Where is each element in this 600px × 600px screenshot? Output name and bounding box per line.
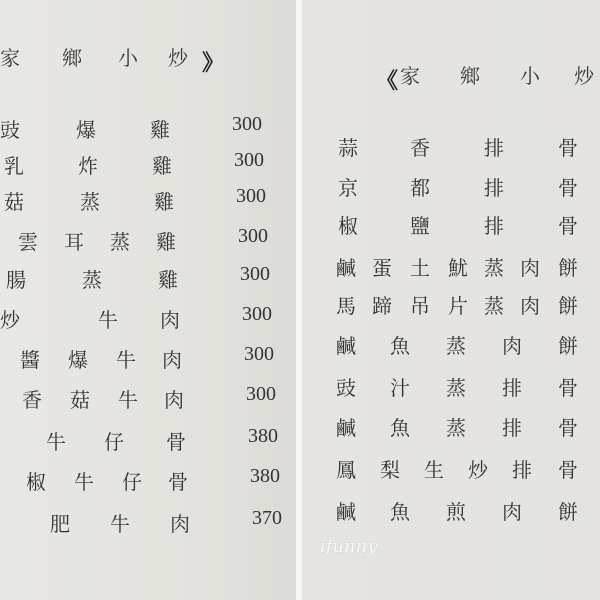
right-dish-char: 骨 xyxy=(558,376,578,400)
right-dish-char: 梨 xyxy=(380,458,400,482)
left-dish-char: 豉 xyxy=(0,118,20,142)
right-dish-char: 鳳 xyxy=(336,458,356,482)
right-dish-char: 都 xyxy=(410,176,430,200)
right-dish-char: 京 xyxy=(338,176,358,200)
left-dish-price: 300 xyxy=(232,113,262,135)
left-dish-price: 300 xyxy=(242,303,272,325)
left-dish-char: 炒 xyxy=(0,308,20,332)
right-dish-char: 鹹 xyxy=(336,256,356,280)
left-dish-char: 炸 xyxy=(78,154,98,178)
right-dish-char: 蒜 xyxy=(338,136,358,160)
left-dish-char: 菇 xyxy=(70,388,90,412)
left-dish-char: 仔 xyxy=(104,430,124,454)
right-dish-char: 蒸 xyxy=(484,256,504,280)
right-title-char: 家 xyxy=(400,64,420,88)
left-dish-char: 雲 xyxy=(18,230,38,254)
right-dish-char: 肉 xyxy=(502,334,522,358)
right-dish-char: 肉 xyxy=(502,500,522,524)
right-dish-char: 蒸 xyxy=(446,334,466,358)
left-dish-char: 雞 xyxy=(158,268,178,292)
right-dish-char: 骨 xyxy=(558,416,578,440)
left-dish-char: 香 xyxy=(22,388,42,412)
right-dish-char: 骨 xyxy=(558,176,578,200)
right-dish-char: 鹹 xyxy=(336,334,356,358)
right-title-char: 鄉 xyxy=(460,64,480,88)
right-dish-char: 肉 xyxy=(520,294,540,318)
left-title-char: 鄉 xyxy=(62,46,82,70)
left-dish-price: 300 xyxy=(246,383,276,405)
right-dish-char: 蒸 xyxy=(484,294,504,318)
right-dish-char: 餅 xyxy=(558,334,578,358)
left-dish-char: 骨 xyxy=(168,470,188,494)
watermark-text: ifunny xyxy=(320,536,378,557)
left-dish-price: 300 xyxy=(240,263,270,285)
right-dish-char: 魚 xyxy=(390,416,410,440)
right-dish-char: 魷 xyxy=(448,256,468,280)
left-dish-char: 牛 xyxy=(110,512,130,536)
left-dish-char: 耳 xyxy=(64,230,84,254)
right-dish-char: 汁 xyxy=(390,376,410,400)
left-dish-price: 300 xyxy=(234,149,264,171)
right-dish-char: 排 xyxy=(484,136,504,160)
right-dish-char: 豉 xyxy=(336,376,356,400)
left-menu-photo xyxy=(0,0,296,600)
left-dish-char: 牛 xyxy=(116,348,136,372)
right-title-char: 小 xyxy=(520,64,540,88)
right-dish-char: 排 xyxy=(484,176,504,200)
right-dish-char: 餅 xyxy=(558,500,578,524)
left-dish-price: 300 xyxy=(236,185,266,207)
left-title-bracket: 》 xyxy=(202,50,225,76)
left-dish-char: 雞 xyxy=(156,230,176,254)
right-dish-char: 蒸 xyxy=(446,376,466,400)
left-dish-char: 牛 xyxy=(98,308,118,332)
left-dish-char: 肉 xyxy=(160,308,180,332)
left-dish-char: 牛 xyxy=(46,430,66,454)
right-dish-char: 生 xyxy=(424,458,444,482)
left-title-char: 炒 xyxy=(168,46,188,70)
right-dish-char: 骨 xyxy=(558,214,578,238)
left-dish-char: 雞 xyxy=(154,190,174,214)
left-dish-char: 醬 xyxy=(20,348,40,372)
left-dish-price: 300 xyxy=(244,343,274,365)
left-dish-price: 300 xyxy=(238,225,268,247)
right-dish-char: 餅 xyxy=(558,294,578,318)
left-title-char: 小 xyxy=(118,46,138,70)
right-dish-char: 骨 xyxy=(558,458,578,482)
left-dish-price: 380 xyxy=(250,465,280,487)
watermark-small-text: ... xyxy=(344,528,350,535)
left-dish-char: 骨 xyxy=(166,430,186,454)
right-dish-char: 椒 xyxy=(338,214,358,238)
left-title-char: 家 xyxy=(0,46,20,70)
left-dish-char: 蒸 xyxy=(80,190,100,214)
left-dish-price: 370 xyxy=(252,507,282,529)
right-title-bracket: 《 xyxy=(376,68,399,94)
right-dish-char: 肉 xyxy=(520,256,540,280)
left-dish-char: 乳 xyxy=(4,154,24,178)
right-dish-char: 鹹 xyxy=(336,500,356,524)
right-dish-char: 蒸 xyxy=(446,416,466,440)
right-dish-char: 蹄 xyxy=(372,294,392,318)
right-dish-char: 馬 xyxy=(336,294,356,318)
left-dish-char: 牛 xyxy=(118,388,138,412)
right-menu-photo xyxy=(302,0,600,600)
left-dish-char: 爆 xyxy=(68,348,88,372)
right-dish-char: 蛋 xyxy=(372,256,392,280)
left-dish-char: 牛 xyxy=(74,470,94,494)
right-dish-char: 骨 xyxy=(558,136,578,160)
left-dish-char: 雞 xyxy=(150,118,170,142)
left-dish-char: 菇 xyxy=(4,190,24,214)
right-dish-char: 餅 xyxy=(558,256,578,280)
left-dish-char: 肉 xyxy=(162,348,182,372)
left-dish-char: 腸 xyxy=(6,268,26,292)
right-dish-char: 片 xyxy=(448,294,468,318)
left-dish-char: 肥 xyxy=(50,512,70,536)
right-dish-char: 魚 xyxy=(390,500,410,524)
right-dish-char: 鹹 xyxy=(336,416,356,440)
left-dish-char: 椒 xyxy=(26,470,46,494)
right-dish-char: 魚 xyxy=(390,334,410,358)
left-dish-price: 380 xyxy=(248,425,278,447)
right-dish-char: 吊 xyxy=(410,294,430,318)
right-dish-char: 排 xyxy=(502,376,522,400)
right-dish-char: 香 xyxy=(410,136,430,160)
right-dish-char: 炒 xyxy=(468,458,488,482)
right-dish-char: 鹽 xyxy=(410,214,430,238)
left-dish-char: 肉 xyxy=(170,512,190,536)
left-dish-char: 蒸 xyxy=(82,268,102,292)
right-dish-char: 排 xyxy=(484,214,504,238)
left-dish-char: 蒸 xyxy=(110,230,130,254)
right-dish-char: 排 xyxy=(502,416,522,440)
left-dish-char: 爆 xyxy=(76,118,96,142)
right-title-char: 炒 xyxy=(574,64,594,88)
left-dish-char: 仔 xyxy=(122,470,142,494)
left-dish-char: 雞 xyxy=(152,154,172,178)
left-dish-char: 肉 xyxy=(164,388,184,412)
right-dish-char: 土 xyxy=(410,256,430,280)
right-dish-char: 排 xyxy=(512,458,532,482)
right-dish-char: 煎 xyxy=(446,500,466,524)
